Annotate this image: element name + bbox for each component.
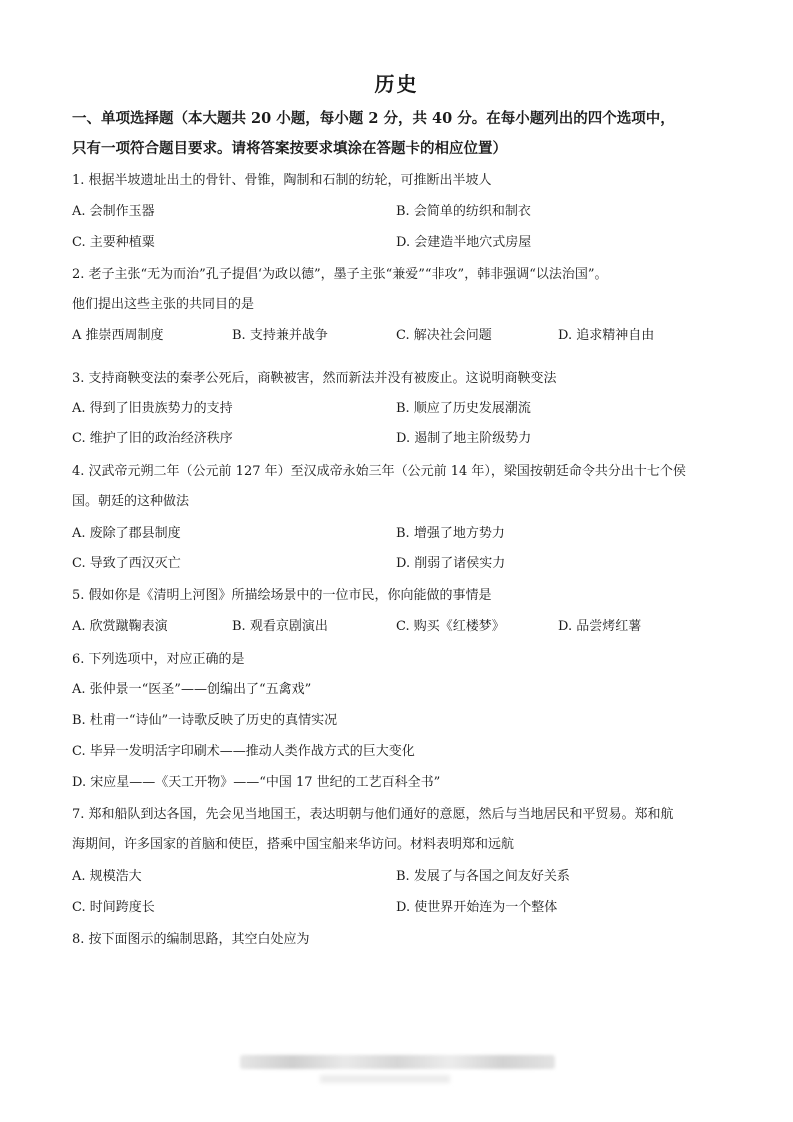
question-2-option-b: B. 支持兼并战争 xyxy=(232,328,328,343)
question-5-option-a: A. 欣赏蹴鞠表演 xyxy=(72,619,168,634)
question-4-option-c: C. 导致了西汉灭亡 xyxy=(72,556,181,571)
question-4-option-b: B. 增强了地方势力 xyxy=(396,526,505,541)
question-1-option-b: B. 会简单的纺织和制衣 xyxy=(396,204,531,219)
question-7-option-a: A. 规模浩大 xyxy=(72,869,142,884)
question-1-stem: 1. 根据半坡遗址出土的骨针、骨锥，陶制和石制的纺轮，可推断出半坡人 xyxy=(72,173,492,188)
question-3-option-b: B. 顺应了历史发展潮流 xyxy=(396,401,531,416)
question-2-stem-line-1: 2. 老子主张“无为而治”孔子提倡‘为政以德”，墨子主张“兼爱”“非攻”，韩非强调“以法治国”。 xyxy=(72,267,608,282)
question-7-stem-line-1: 7. 郑和船队到达各国，先会见当地国王，表达明朝与他们通好的意愿，然后与当地居民和平贸易。郑和航 xyxy=(72,807,674,822)
question-2-stem-line-2: 他们提出这些主张的共同目的是 xyxy=(72,297,255,312)
question-5-option-c: C. 购买《红楼梦》 xyxy=(396,619,505,634)
question-8-stem: 8. 按下面图示的编制思路，其空白处应为 xyxy=(72,932,310,947)
question-7-option-c: C. 时间跨度长 xyxy=(72,900,155,915)
question-5-stem: 5. 假如你是《清明上河图》所描绘场景中的一位市民，你向能做的事情是 xyxy=(72,588,492,603)
page-title: 历史 xyxy=(374,72,419,96)
question-3-option-a: A. 得到了旧贵族势力的支持 xyxy=(72,401,233,416)
question-6-option-b: B. 杜甫一“诗仙”一诗歌反映了历史的真情实况 xyxy=(72,713,338,728)
question-7-option-b: B. 发展了与各国之间友好关系 xyxy=(396,869,570,884)
question-5-option-d: D. 品尝烤红薯 xyxy=(558,619,642,634)
blurred-footer-watermark xyxy=(240,1055,555,1069)
question-1-option-d: D. 会建造半地穴式房屋 xyxy=(396,235,532,250)
blurred-footer-watermark-2 xyxy=(320,1075,450,1083)
question-4-option-a: A. 废除了郡县制度 xyxy=(72,526,181,541)
question-5-option-b: B. 观看京剧演出 xyxy=(232,619,328,634)
section-heading-line-2: 只有一项符合题目要求。请将答案按要求填涂在答题卡的相应位置） xyxy=(72,140,507,157)
question-3-option-c: C. 维护了旧的政治经济秩序 xyxy=(72,431,233,446)
question-3-stem: 3. 支持商鞅变法的秦孝公死后，商鞅被害，然而新法并没有被废止。这说明商鞅变法 xyxy=(72,371,557,386)
question-4-option-d: D. 削弱了诸侯实力 xyxy=(396,556,506,571)
question-2-option-c: C. 解决社会问题 xyxy=(396,328,492,343)
question-6-stem: 6. 下列选项中，对应正确的是 xyxy=(72,652,245,667)
question-1-option-c: C. 主要种植粟 xyxy=(72,235,155,250)
question-2-option-a: A 推崇西周制度 xyxy=(72,328,164,343)
question-2-option-d: D. 追求精神自由 xyxy=(558,328,655,343)
question-4-stem-line-1: 4. 汉武帝元朔二年（公元前 127 年）至汉成帝永始三年（公元前 14 年），梁国按朝廷命令共分出十七个侯 xyxy=(72,464,686,479)
question-3-option-d: D. 遏制了地主阶级势力 xyxy=(396,431,532,446)
question-4-stem-line-2: 国。朝廷的这种做法 xyxy=(72,494,190,509)
question-1-option-a: A. 会制作玉器 xyxy=(72,204,155,219)
question-6-option-a: A. 张仲景一“医圣”——创编出了“五禽戏” xyxy=(72,682,312,697)
question-6-option-c: C. 毕异一发明活字印刷术——推动人类作战方式的巨大变化 xyxy=(72,744,415,759)
question-7-stem-line-2: 海期间，许多国家的首脑和使臣，搭乘中国宝船来华访问。材料表明郑和远航 xyxy=(72,837,515,852)
section-heading-line-1: 一、单项选择题（本大题共 20 小题，每小题 2 分，共 40 分。在每小题列出的四个选项中， xyxy=(72,110,675,127)
question-7-option-d: D. 使世界开始连为一个整体 xyxy=(396,900,558,915)
question-6-option-d: D. 宋应星——《天工开物》——“中国 17 世纪的工艺百科全书” xyxy=(72,775,441,790)
